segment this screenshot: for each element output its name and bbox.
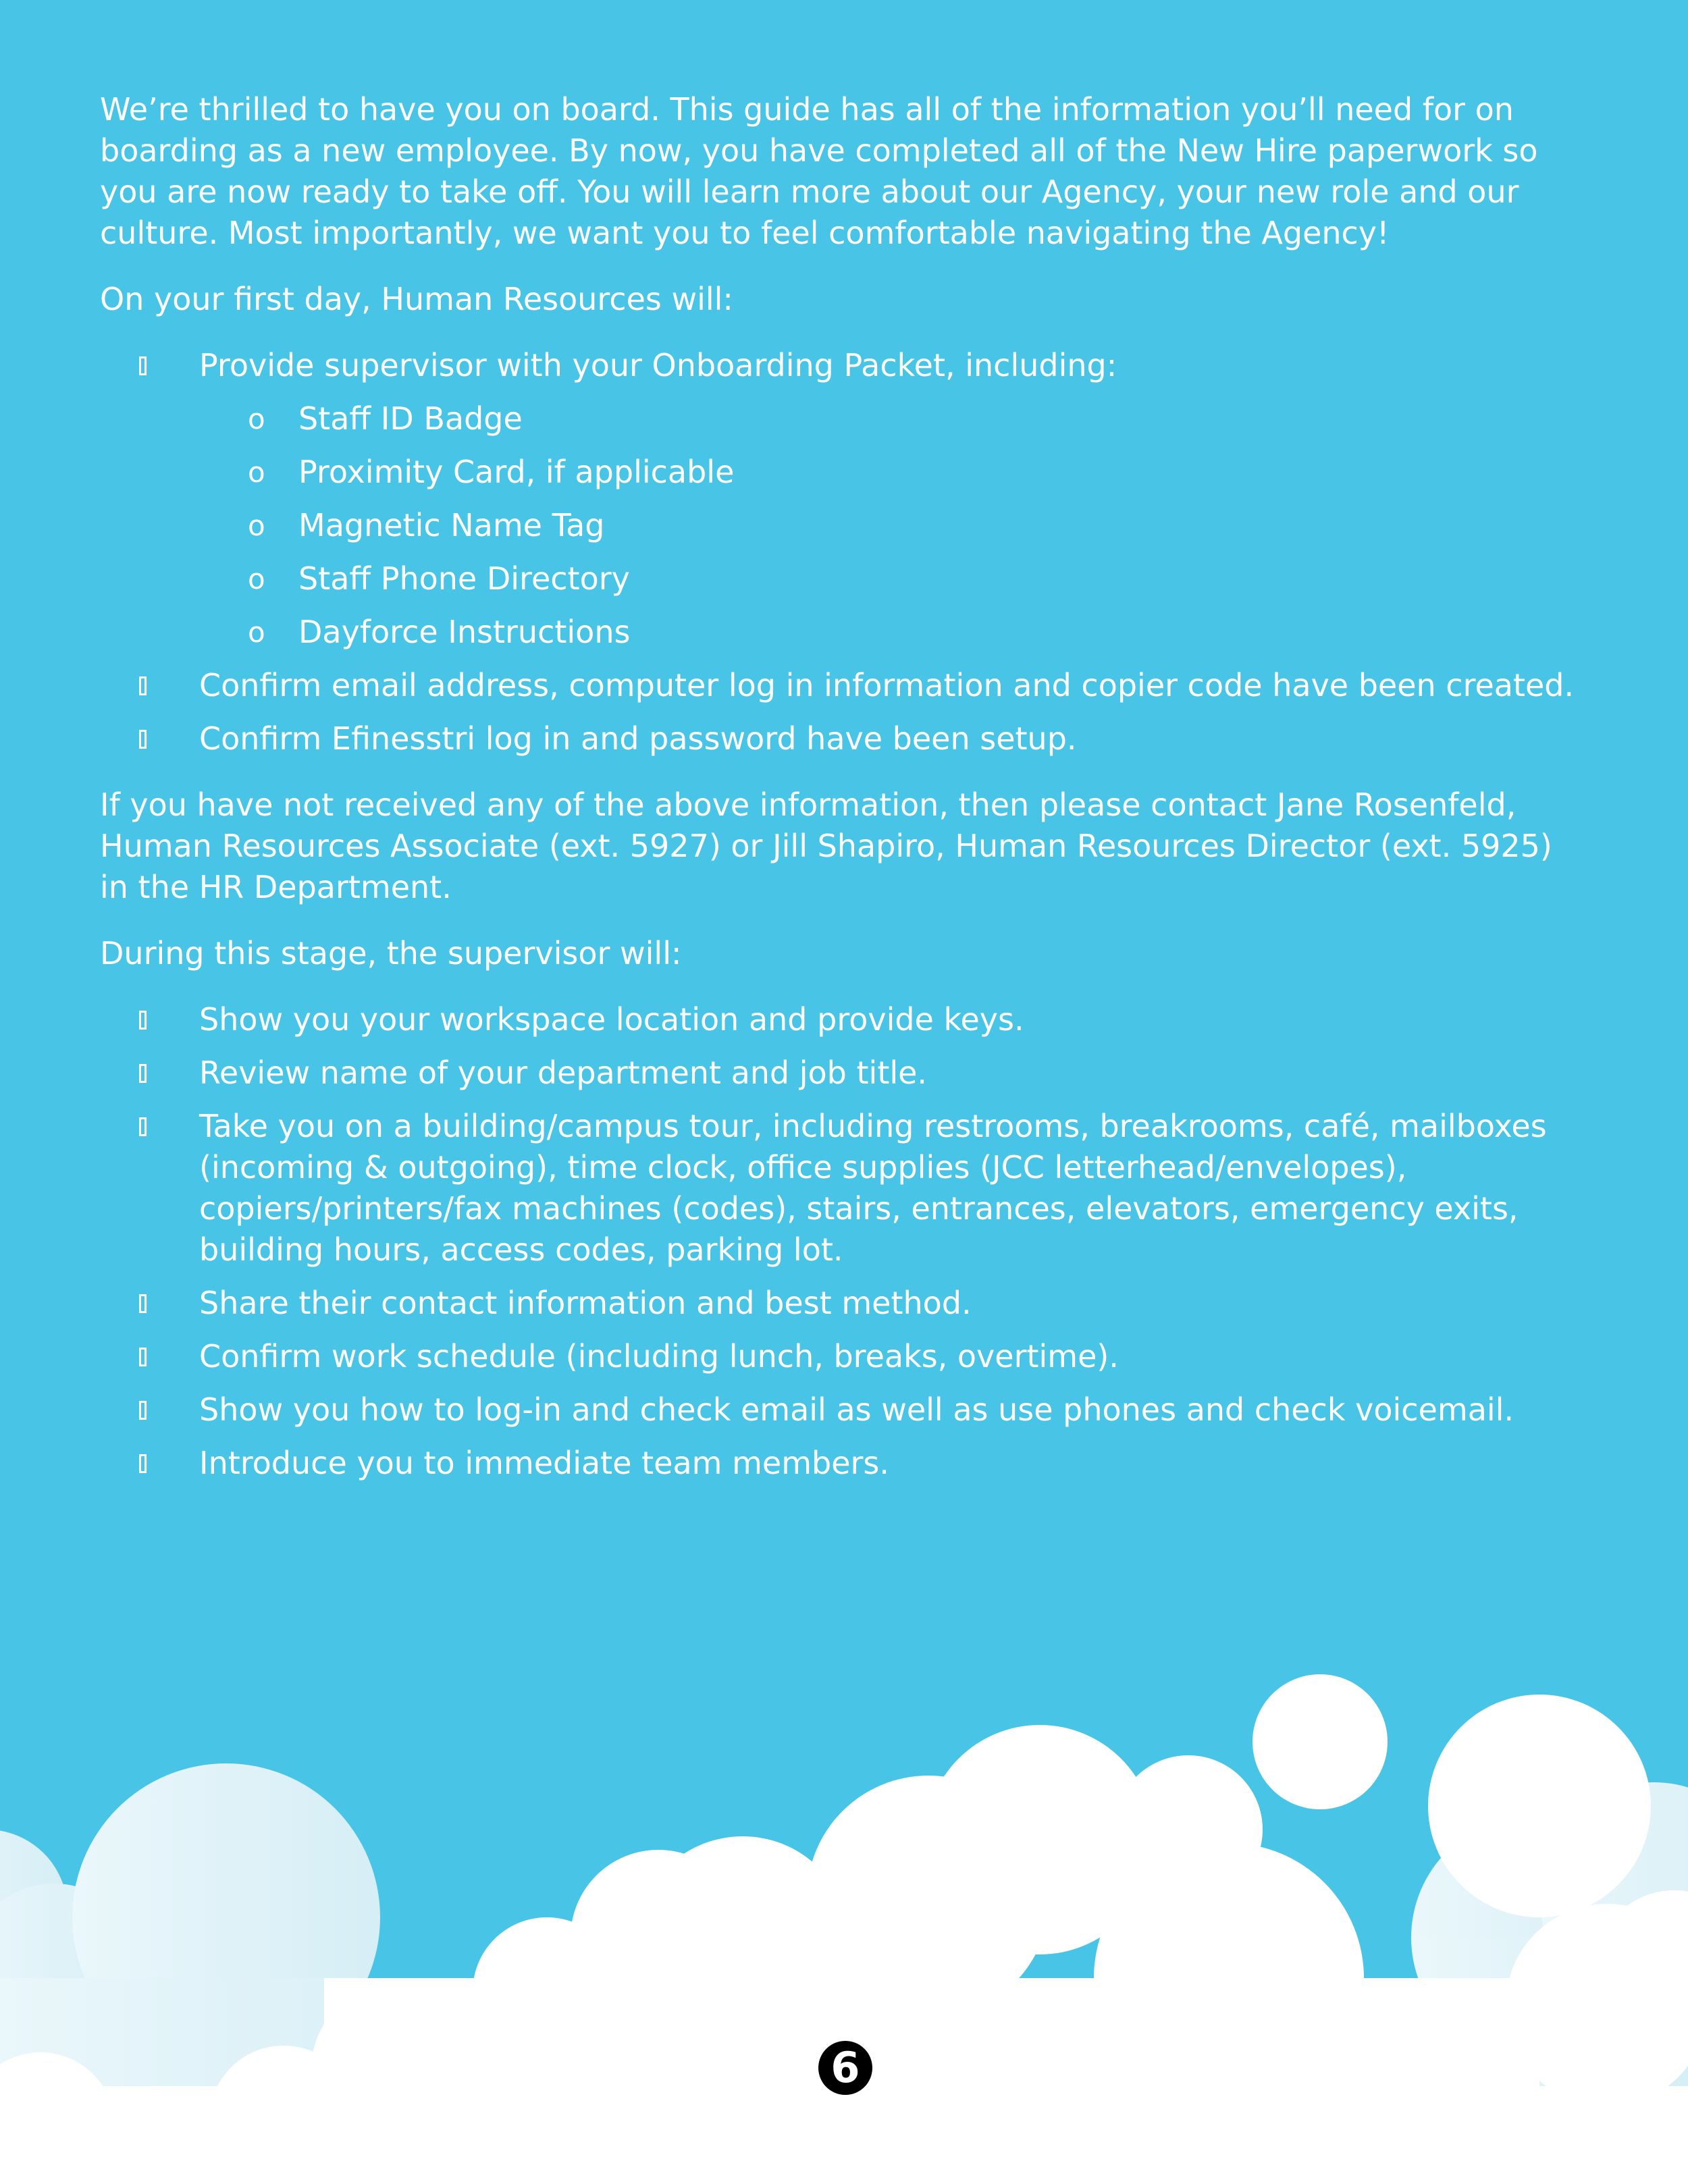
list-item (100, 718, 1585, 760)
page-number-badge: 6 (818, 2041, 872, 2095)
sub-list-item (199, 452, 1585, 493)
square-bullet-icon (139, 1401, 147, 1420)
list-item (100, 999, 1585, 1040)
list-item-text: Take you on a building/campus tour, including restrooms, breakrooms, café, mailboxes (incoming & outgoing), time clock, office supplies (JCC letterhead/envelopes), copiers/printers/fax machines (codes), stairs, entrances, elevators, emergency exits, building hours, access codes, parking lot. (199, 1108, 1547, 1268)
square-bullet-icon (139, 1011, 147, 1030)
square-bullet-icon (139, 730, 147, 749)
first-day-list (100, 345, 1585, 760)
sub-list-item-text: Dayforce Instructions (298, 614, 631, 650)
square-bullet-icon (139, 1064, 147, 1083)
list-item-text: Confirm Efinesstri log in and password have been setup. (199, 720, 1077, 757)
circle-bullet-icon: o (248, 402, 265, 435)
square-bullet-icon (139, 676, 147, 695)
square-bullet-icon (139, 1294, 147, 1313)
list-item (100, 1053, 1585, 1094)
circle-bullet-icon: o (248, 456, 265, 489)
square-bullet-icon (139, 1117, 147, 1136)
list-item-text: Share their contact information and best method. (199, 1285, 972, 1321)
list-item (100, 1443, 1585, 1484)
list-item-text: Review name of your department and job title. (199, 1055, 928, 1091)
list-item-text: Show you how to log-in and check email as well as use phones and check voicemail. (199, 1391, 1514, 1428)
square-bullet-icon (139, 356, 147, 375)
list-item (100, 1336, 1585, 1377)
sub-list-item (199, 398, 1585, 440)
sub-list-item-text: Staff Phone Directory (298, 560, 630, 597)
sub-list-item (199, 505, 1585, 546)
square-bullet-icon (139, 1348, 147, 1366)
list-item-text: Provide supervisor with your Onboarding Packet, including: (199, 347, 1117, 383)
document-body (100, 89, 1585, 1509)
list-item (100, 345, 1585, 653)
sub-list-item (199, 612, 1585, 653)
list-item-text: Show you your workspace location and provide keys. (199, 1001, 1024, 1038)
sub-list-item-text: Proximity Card, if applicable (298, 454, 735, 490)
circle-bullet-icon: o (248, 616, 265, 649)
onboarding-packet-list (199, 398, 1585, 653)
first-day-heading: On your first day, Human Resources will: (100, 281, 733, 317)
contact-paragraph: If you have not received any of the above information, then please contact Jane Rosenfeld, Human Resources Associate (ext. 5927) or Jill Shapiro, Human Resources Director (ext. 5925) in the HR Department. (100, 787, 1552, 905)
sub-list-item-text: Magnetic Name Tag (298, 507, 605, 543)
circle-bullet-icon: o (248, 562, 265, 595)
intro-paragraph: We’re thrilled to have you on board. This guide has all of the information you’ll need for on boarding as a new employee. By now, you have completed all of the New Hire paperwork so you are now ready to take off. You will learn more about our Agency, your new role and our culture. Most importantly, we want you to feel comfortable navigating the Agency! (100, 91, 1538, 251)
list-item (100, 1283, 1585, 1324)
list-item (100, 1389, 1585, 1431)
list-item (100, 665, 1585, 706)
cloud-banner-icon (0, 1654, 1688, 2184)
sub-list-item-text: Staff ID Badge (298, 400, 523, 437)
list-item-text: Introduce you to immediate team members. (199, 1445, 890, 1481)
square-bullet-icon (139, 1454, 147, 1473)
list-item (100, 1106, 1585, 1271)
list-item-text: Confirm email address, computer log in information and copier code have been created. (199, 667, 1575, 703)
circle-bullet-icon: o (248, 509, 265, 542)
sub-list-item (199, 558, 1585, 600)
supervisor-list (100, 999, 1585, 1484)
supervisor-heading: During this stage, the supervisor will: (100, 935, 682, 971)
list-item-text: Confirm work schedule (including lunch, breaks, overtime). (199, 1338, 1119, 1375)
